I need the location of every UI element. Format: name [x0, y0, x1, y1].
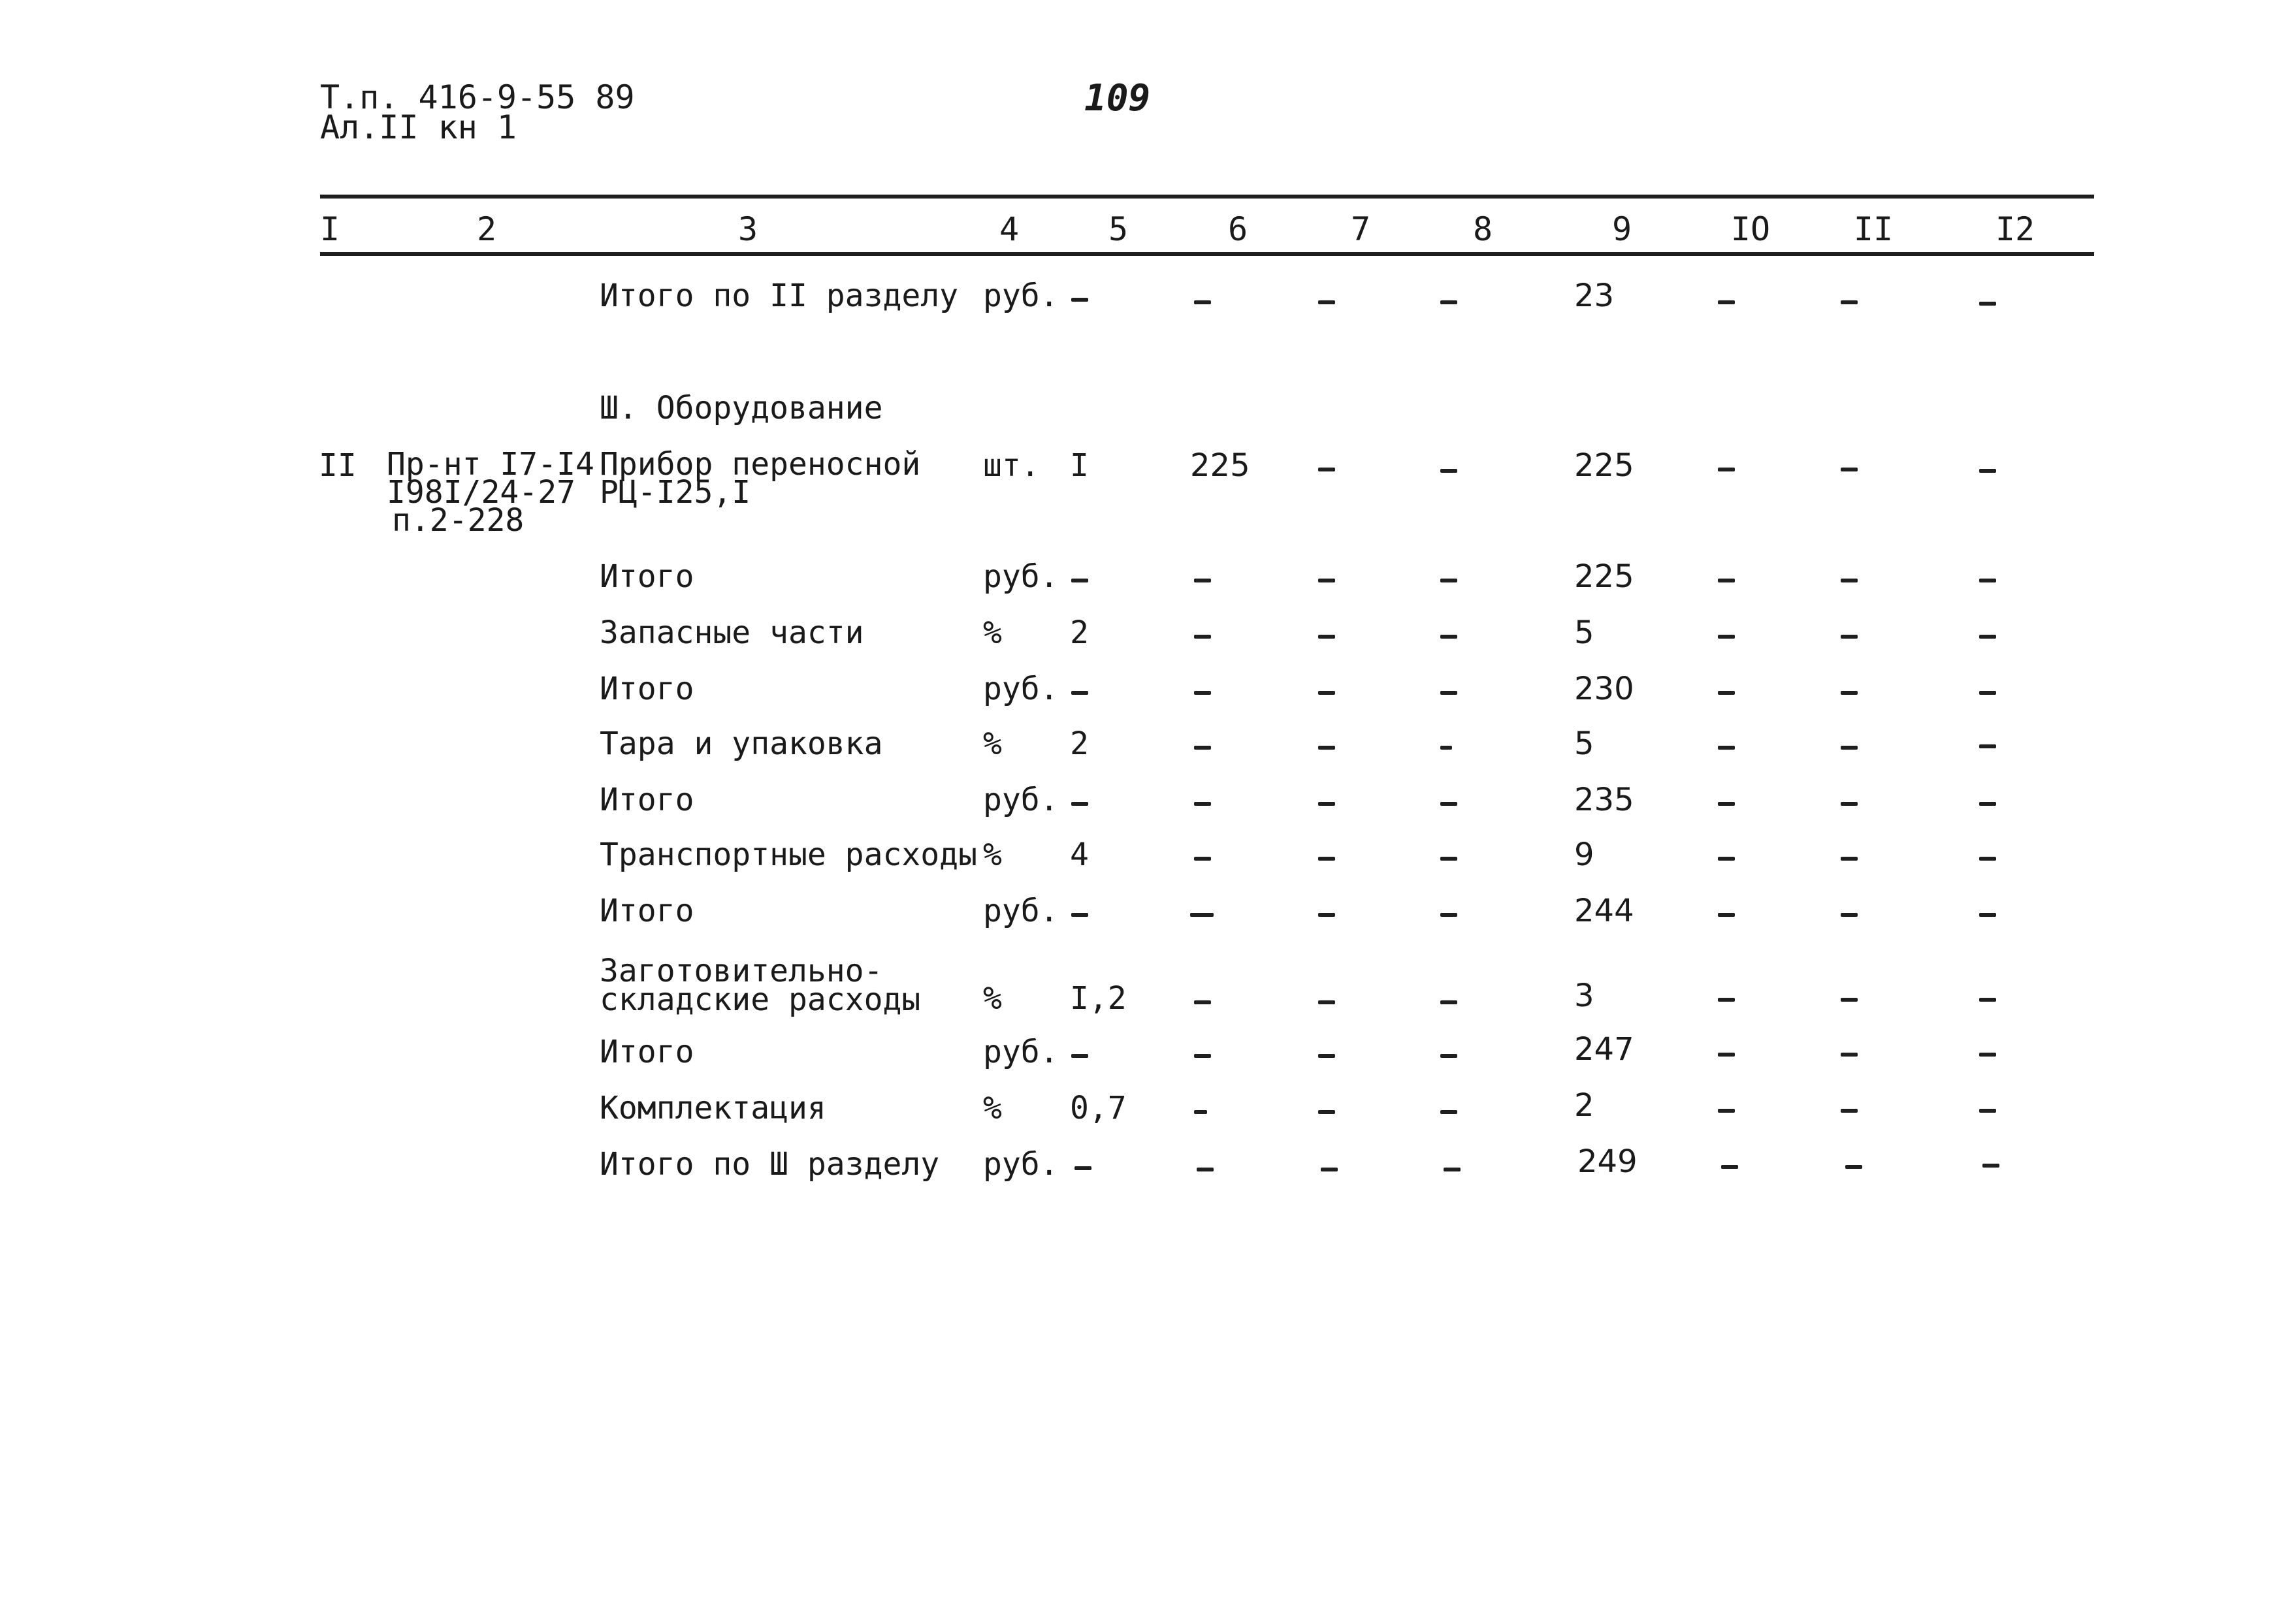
column-header-7: 7	[1350, 210, 1371, 248]
empty-dash	[1318, 579, 1335, 582]
empty-dash	[1194, 802, 1211, 806]
empty-dash	[1440, 802, 1457, 806]
column-header-5: 5	[1108, 210, 1129, 248]
row-total: 2	[1574, 1087, 1594, 1124]
row-reference-line1: Пр-нт I7-I4	[387, 446, 594, 483]
row-unit: руб.	[983, 671, 1059, 707]
empty-dash	[1194, 1000, 1211, 1004]
row-unit: руб.	[983, 278, 1059, 314]
document-code-line2: Ал.II кн 1	[320, 108, 517, 146]
row-reference-line2: I98I/24-27	[387, 474, 575, 511]
row-unit: %	[983, 836, 1002, 873]
empty-dash	[1718, 998, 1735, 1002]
empty-dash	[1841, 998, 1858, 1002]
empty-dash	[1071, 913, 1088, 917]
empty-dash	[1318, 1000, 1335, 1004]
empty-dash	[1841, 746, 1858, 750]
column-header-1: I	[319, 210, 340, 248]
empty-dash	[1841, 857, 1858, 861]
empty-dash	[1440, 857, 1457, 861]
column-header-3: 3	[737, 210, 758, 248]
empty-dash	[1841, 579, 1858, 582]
row-total: 225	[1574, 558, 1634, 595]
empty-dash	[1318, 1110, 1335, 1114]
row-unit: руб.	[983, 893, 1059, 929]
table-header-rule	[320, 252, 2094, 256]
empty-dash	[1979, 744, 1996, 748]
empty-dash	[1979, 579, 1996, 582]
row-description: Итого	[600, 1034, 694, 1070]
row-percent: 4	[1070, 836, 1089, 873]
empty-dash	[1318, 913, 1335, 917]
empty-dash	[1979, 469, 1996, 473]
row-unit: руб.	[983, 1034, 1059, 1070]
empty-dash	[1979, 857, 1996, 861]
row-total: 5	[1574, 614, 1594, 651]
row-description: Итого	[600, 671, 694, 707]
row-unit: %	[983, 614, 1002, 651]
empty-dash	[1979, 691, 1996, 695]
empty-dash	[1718, 579, 1735, 582]
empty-dash	[1318, 746, 1335, 750]
empty-dash	[1718, 300, 1735, 304]
empty-dash	[1194, 1110, 1207, 1114]
empty-dash	[1721, 1165, 1738, 1169]
empty-dash	[1194, 579, 1211, 582]
empty-dash	[1071, 1054, 1088, 1058]
empty-dash	[1841, 691, 1858, 695]
empty-dash	[1440, 1110, 1457, 1114]
row-total: 247	[1574, 1031, 1634, 1068]
empty-dash	[1841, 1053, 1858, 1057]
row-description-line2: складские расходы	[600, 981, 921, 1018]
empty-dash	[1318, 468, 1335, 471]
empty-dash	[1440, 1000, 1457, 1004]
empty-dash	[1718, 468, 1735, 471]
empty-dash	[1979, 998, 1996, 1002]
empty-dash	[1194, 300, 1211, 304]
row-unit: руб.	[983, 558, 1059, 595]
page-number: 109	[1084, 77, 1151, 119]
empty-dash	[1718, 1109, 1735, 1113]
empty-dash	[1318, 857, 1335, 861]
empty-dash	[1440, 913, 1457, 917]
row-percent: 0,7	[1070, 1090, 1127, 1126]
row-description: Итого по Ш разделу	[600, 1146, 940, 1183]
empty-dash	[1979, 302, 1996, 306]
empty-dash	[1194, 691, 1211, 695]
empty-dash	[1190, 913, 1214, 917]
column-header-9: 9	[1611, 210, 1632, 248]
row-total: 230	[1574, 671, 1634, 707]
empty-dash	[1318, 635, 1335, 639]
empty-dash	[1440, 635, 1457, 639]
row-total: 9	[1574, 836, 1594, 873]
empty-dash	[1194, 1054, 1211, 1058]
row-percent: 2	[1070, 614, 1089, 651]
empty-dash	[1979, 1109, 1996, 1113]
column-header-12: I2	[1995, 210, 2035, 248]
column-header-11: II	[1853, 210, 1894, 248]
empty-dash	[1718, 857, 1735, 861]
row-total: 225	[1574, 447, 1634, 484]
row-quantity: I	[1070, 447, 1089, 484]
row-price: 225	[1190, 447, 1250, 484]
row-percent: I,2	[1070, 980, 1127, 1017]
empty-dash	[1071, 802, 1088, 806]
column-header-10: IO	[1730, 210, 1771, 248]
empty-dash	[1841, 300, 1858, 304]
row-unit: %	[983, 725, 1002, 762]
empty-dash	[1318, 802, 1335, 806]
empty-dash	[1440, 300, 1457, 304]
empty-dash	[1979, 802, 1996, 806]
row-description: Тара и упаковка	[600, 725, 883, 762]
row-description: Запасные части	[600, 614, 864, 651]
empty-dash	[1444, 1168, 1461, 1171]
row-percent: 2	[1070, 725, 1089, 762]
empty-dash	[1194, 635, 1211, 639]
row-description: Итого по II разделу	[600, 278, 959, 314]
empty-dash	[1718, 691, 1735, 695]
column-header-2: 2	[476, 210, 497, 248]
row-total: 23	[1574, 278, 1615, 314]
empty-dash	[1979, 635, 1996, 639]
row-unit: %	[983, 1090, 1002, 1126]
empty-dash	[1845, 1165, 1862, 1169]
empty-dash	[1841, 635, 1858, 639]
empty-dash	[1318, 300, 1335, 304]
empty-dash	[1071, 579, 1088, 582]
empty-dash	[1440, 579, 1457, 582]
empty-dash	[1982, 1164, 1999, 1168]
empty-dash	[1074, 1166, 1091, 1170]
empty-dash	[1194, 857, 1211, 861]
empty-dash	[1718, 802, 1735, 806]
empty-dash	[1194, 746, 1211, 750]
empty-dash	[1841, 1109, 1858, 1113]
document-code-line1: Т.п. 416-9-55 89	[320, 78, 635, 116]
row-total: 249	[1577, 1143, 1638, 1180]
empty-dash	[1718, 746, 1735, 750]
row-unit: руб.	[983, 1146, 1059, 1183]
row-total: 5	[1574, 725, 1594, 762]
row-number: II	[319, 447, 357, 484]
table-top-rule	[320, 195, 2094, 199]
row-unit: %	[983, 980, 1002, 1017]
empty-dash	[1071, 298, 1088, 302]
row-total: 3	[1574, 978, 1594, 1014]
row-description: Комплектация	[600, 1090, 826, 1126]
row-description: Итого	[600, 558, 694, 595]
row-description: Транспортные расходы	[600, 836, 977, 873]
row-unit: шт.	[983, 447, 1040, 484]
row-description: Итого	[600, 893, 694, 929]
section-heading: Ш. Оборудование	[600, 390, 883, 426]
row-reference-line3: п.2-228	[392, 502, 525, 539]
column-header-4: 4	[999, 210, 1020, 248]
empty-dash	[1979, 1053, 1996, 1057]
empty-dash	[1440, 746, 1452, 750]
row-description-line2: РЦ-I25,I	[600, 474, 751, 511]
column-header-8: 8	[1472, 210, 1493, 248]
row-total: 235	[1574, 782, 1634, 818]
empty-dash	[1440, 469, 1457, 473]
empty-dash	[1718, 1053, 1735, 1057]
empty-dash	[1440, 1054, 1457, 1058]
empty-dash	[1197, 1168, 1214, 1171]
row-description: Итого	[600, 782, 694, 818]
empty-dash	[1841, 802, 1858, 806]
empty-dash	[1440, 691, 1457, 695]
empty-dash	[1841, 913, 1858, 917]
row-total: 244	[1574, 893, 1634, 929]
row-description-line1: Прибор переносной	[600, 446, 921, 483]
empty-dash	[1718, 635, 1735, 639]
empty-dash	[1841, 468, 1858, 471]
column-header-6: 6	[1227, 210, 1248, 248]
empty-dash	[1718, 913, 1735, 917]
row-unit: руб.	[983, 782, 1059, 818]
empty-dash	[1318, 691, 1335, 695]
empty-dash	[1321, 1168, 1338, 1171]
empty-dash	[1071, 691, 1088, 695]
row-description-line1: Заготовительно-	[600, 953, 883, 989]
empty-dash	[1979, 913, 1996, 917]
empty-dash	[1318, 1054, 1335, 1058]
